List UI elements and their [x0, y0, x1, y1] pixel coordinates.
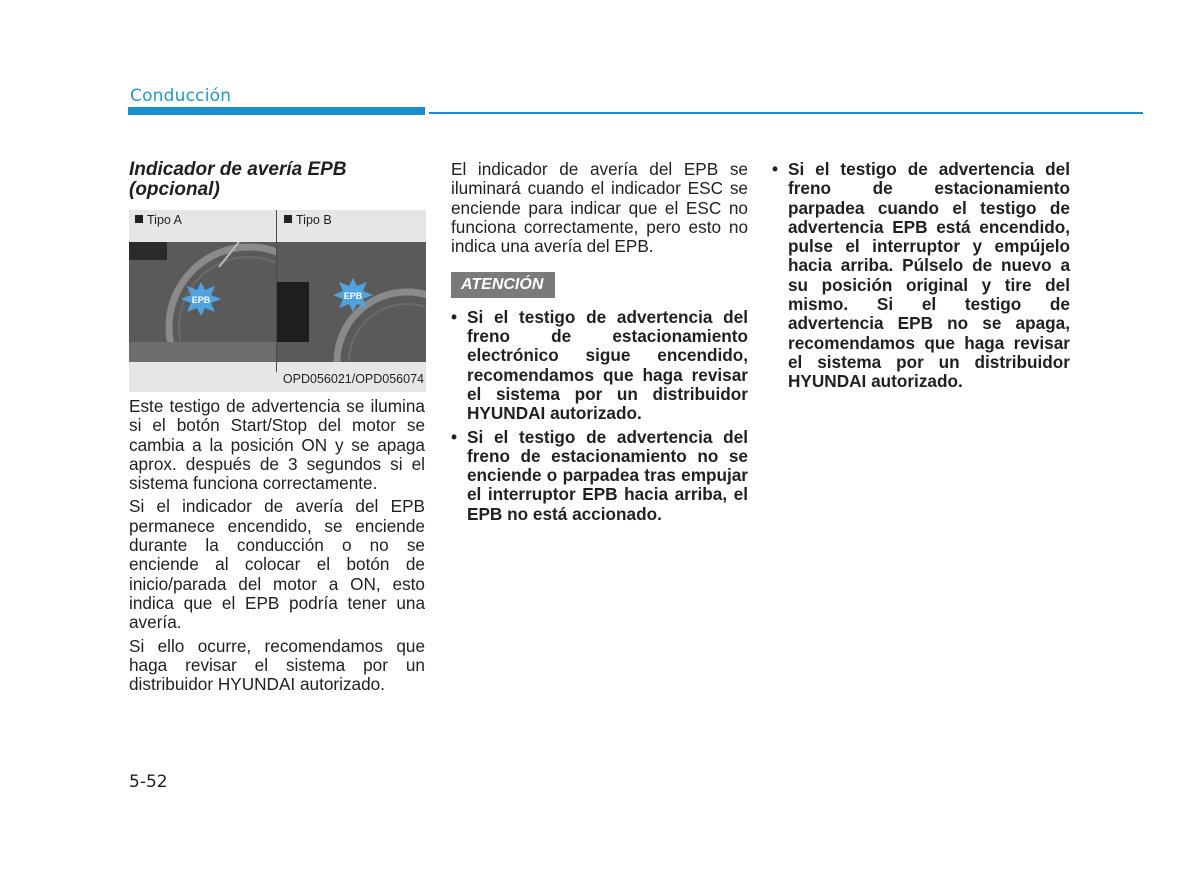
list-item: • Si el testigo de advertencia del freno de estacionamiento parpadea cuando el testigo de advertencia EPB está encendido, pulse el interruptor y empújelo hacia arriba. Púlselo de nuevo a su posición original y tire del mismo. Si el testigo de advertencia EPB no se apaga, recomendamos que haga revisar el sistema por un distribuidor HYUNDAI autorizado.	[772, 160, 1070, 392]
cluster-image-type-a	[129, 242, 276, 362]
dashboard-figure	[129, 210, 426, 392]
figure-label-a-text: Tipo A	[147, 213, 182, 227]
square-bullet-icon	[284, 215, 292, 223]
header-rule-thin	[429, 112, 1143, 114]
bullet-list	[772, 160, 1070, 392]
paragraph: Este testigo de advertencia se ilumina si el botón Start/Stop del motor se cambia a la posición ON y se apaga aprox. después de 3 segundos si el sistema funciona correctamente.	[129, 396, 425, 494]
section-title: Conducción	[130, 86, 232, 106]
subheading: Indicador de avería EPB (opcional)	[129, 159, 347, 200]
paragraph: Si el indicador de avería del EPB permanece encendido, se enciende durante la conducción o no se enciende al colocar el botón de inicio/parada del motor a ON, esto indica que el EPB podría tener una avería.	[129, 496, 425, 633]
epb-icon-text: EPB	[343, 291, 363, 301]
figure-label-b	[284, 211, 332, 230]
attention-list	[451, 308, 748, 524]
square-bullet-icon	[135, 215, 143, 223]
paragraph: El indicador de avería del EPB se iluminará cuando el indicador ESC se enciende para indicar que el ESC no funciona correctamente, pero esto no indica una avería del EPB.	[451, 159, 748, 257]
figure-label-a	[135, 211, 182, 230]
cluster-a-drawing	[129, 242, 276, 362]
figure-caption: OPD056021/OPD056074	[282, 371, 424, 386]
list-item: • Si el testigo de advertencia del freno de estacionamiento electrónico sigue encendido, recomendamos que haga revisar el sistema por un distribuidor HYUNDAI autorizado.	[451, 308, 748, 424]
attention-label: ATENCIÓN	[451, 272, 555, 297]
epb-icon-text: EPB	[191, 295, 211, 305]
figure-label-b-text: Tipo B	[296, 213, 332, 227]
column-left	[129, 160, 425, 698]
cluster-image-type-b	[277, 242, 426, 362]
list-item: • Si el testigo de advertencia del freno de estacionamiento no se enciende o parpadea tras empujar el interruptor EPB hacia arriba, el EPB no está accionado.	[451, 428, 748, 524]
column-middle	[451, 160, 748, 528]
column-right	[772, 160, 1070, 396]
paragraph: Si ello ocurre, recomendamos que haga revisar el sistema por un distribuidor HYUNDAI autorizado.	[129, 635, 425, 695]
cluster-b-drawing	[277, 242, 426, 362]
page-number: 5-52	[129, 772, 168, 792]
header-rule-thick	[128, 107, 425, 115]
figure-divider	[276, 210, 277, 372]
